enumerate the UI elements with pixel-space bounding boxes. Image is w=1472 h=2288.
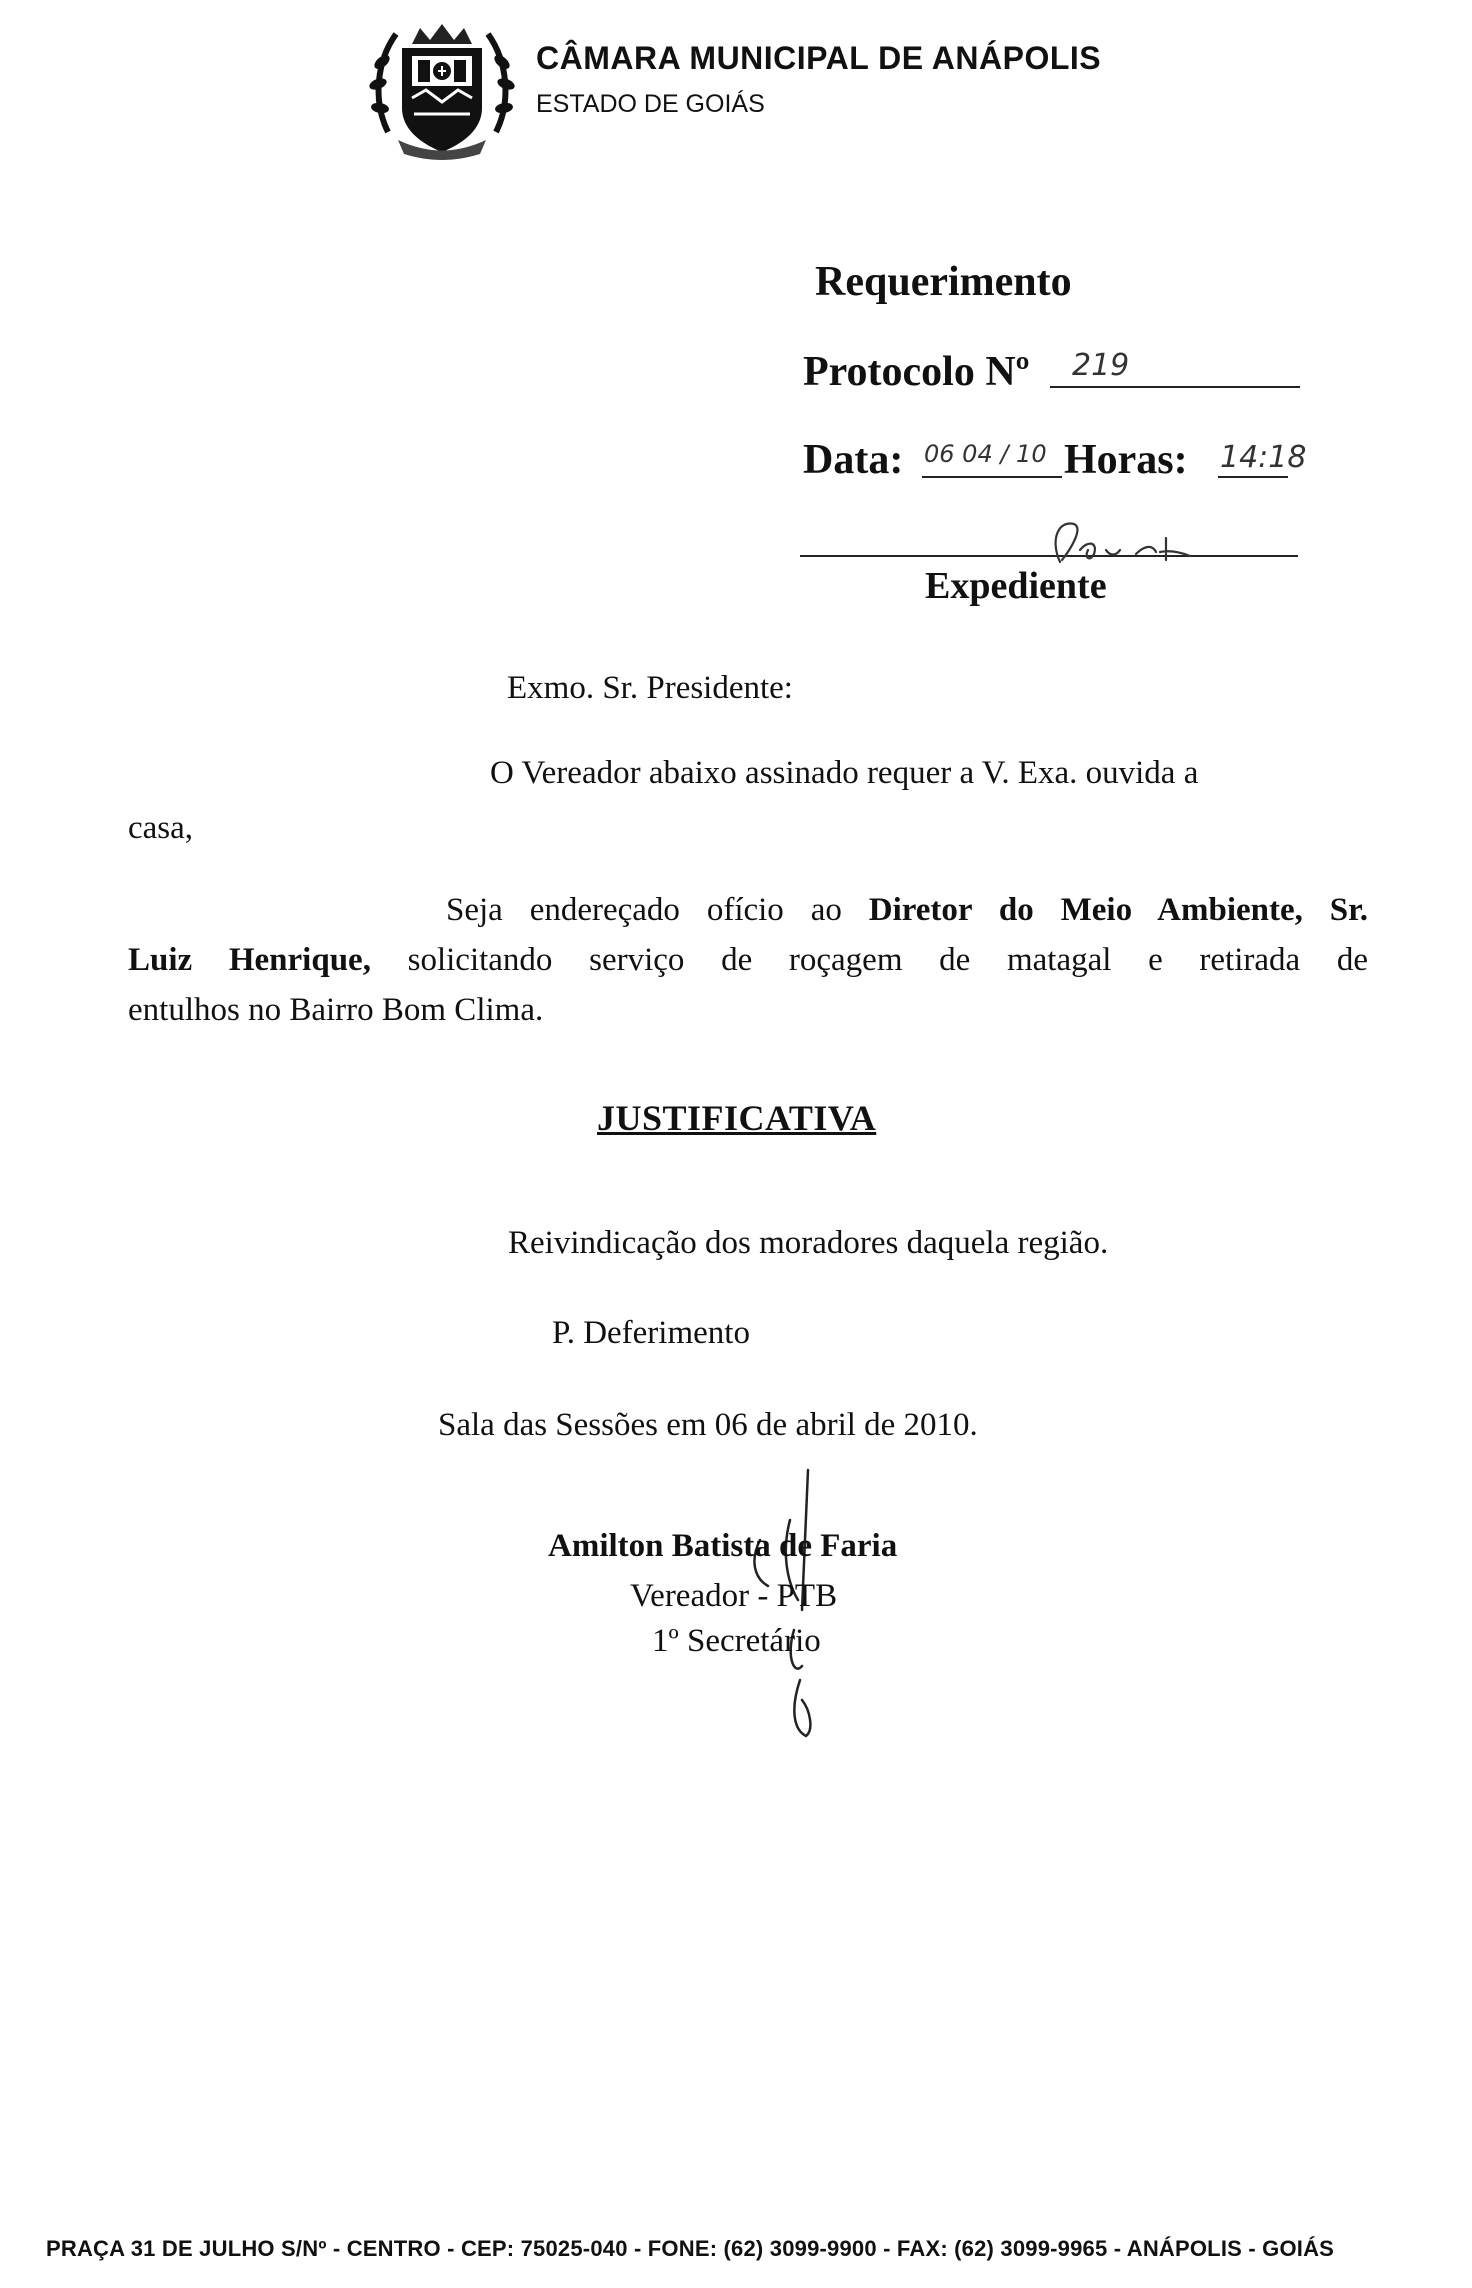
request-line-2-text: solicitando serviço de roçagem de matagal e retirada de xyxy=(370,942,1368,978)
municipal-crest-icon xyxy=(368,22,516,160)
document-title: Requerimento xyxy=(815,259,1072,305)
expediente-handwritten-signature xyxy=(1040,510,1220,570)
request-line-3: entulhos no Bairro Bom Clima. xyxy=(128,992,544,1028)
hours-label: Horas: xyxy=(1064,437,1188,483)
justification-title: JUSTIFICATIVA xyxy=(597,1098,877,1138)
intro-text: O Vereador abaixo assinado requer a V. Exa. ouvida a xyxy=(490,755,1199,791)
protocol-label: Protocolo Nº xyxy=(803,349,1030,395)
org-state: ESTADO DE GOIÁS xyxy=(536,90,765,118)
protocol-number: 219 xyxy=(1072,348,1130,383)
date-value: 06 04 / 10 xyxy=(924,440,1047,468)
request-paragraph xyxy=(128,885,1368,985)
intro-tail-text: casa, xyxy=(128,810,194,846)
salutation: Exmo. Sr. Presidente: xyxy=(507,670,793,706)
hours-value: 14:18 xyxy=(1220,440,1307,475)
signatory-office: 1º Secretário xyxy=(652,1623,821,1659)
request-line-1 xyxy=(128,885,1368,935)
protocol-underline xyxy=(1050,386,1300,388)
date-label: Data: xyxy=(803,437,904,483)
justification-text: Reivindicação dos moradores daquela região. xyxy=(508,1225,1109,1261)
recipient-name: Luiz Henrique, xyxy=(128,942,371,978)
request-line-1-text: Seja endereçado ofício ao xyxy=(446,892,869,928)
closing-text: P. Deferimento xyxy=(552,1315,750,1351)
signatory-name: Amilton Batista de Faria xyxy=(548,1528,898,1564)
signatory-role: Vereador - PTB xyxy=(630,1578,838,1614)
footer-address: PRAÇA 31 DE JULHO S/Nº - CENTRO - CEP: 75025-040 - FONE: (62) 3099-9900 - FAX: (62) 3099-9965 - ANÁPOLIS - GOIÁS xyxy=(46,2236,1335,2261)
hours-underline xyxy=(1218,476,1288,478)
date-underline xyxy=(922,476,1062,478)
recipient-title: Diretor do Meio Ambiente, Sr. xyxy=(868,892,1368,928)
place-date-text: Sala das Sessões em 06 de abril de 2010. xyxy=(438,1407,978,1443)
org-name: CÂMARA MUNICIPAL DE ANÁPOLIS xyxy=(536,40,1102,76)
request-line-2 xyxy=(128,935,1368,985)
expediente-label: Expediente xyxy=(925,565,1107,607)
